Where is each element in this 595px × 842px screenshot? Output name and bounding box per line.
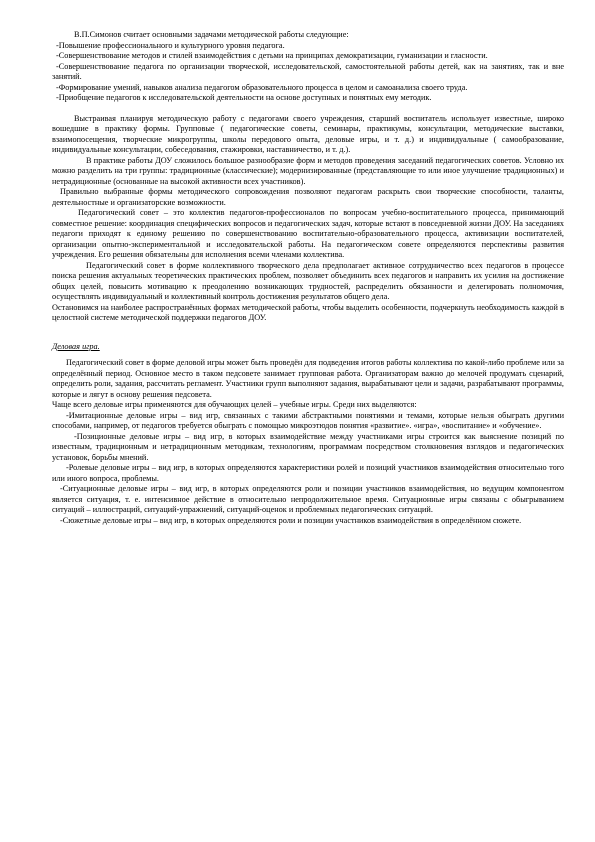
document-page — [52, 30, 564, 526]
paragraph-game-types-intro: Чаще всего деловые игры применяются для обучающих целей – учебные игры. Среди них выделяются: — [52, 400, 417, 409]
paragraph-business-game: Педагогический совет в форме деловой игры может быть проведён для подведения итогов работы коллектива по какой-либо проблеме или за определённый период. Основное место в таком педсовете занимает групповая работа. Организаторам важно до мелочей продумать сценарий, определить роли, задания, рассчитать регламент. Участники групп выполняют задания, вырабатывают цели и задачи, разрабатывают программы, которые и лягут в основу решения педсовета. — [52, 358, 564, 399]
paragraph-pedsovet-forms: В практике работы ДОУ сложилось большое разнообразие форм и методов проведения заседаний педагогических советов. Условно их можно разделить на три группы: традиционные (классические); модернизированные (представляющие то или иное улучшение традиционных) и нетрадиционные (основанные на высокой активности всех участников). — [52, 155, 564, 186]
game-type-item: -Ролевые деловые игры – вид игр, в которых определяются характеристики ролей и позиций участников взаимодействия относительно того или иного вопроса, проблемы. — [52, 463, 564, 483]
paragraph-forms: Выстраивая планируя методическую работу с педагогами своего учреждения, старший воспитатель использует известные, широко вошедшие в практику формы. Групповые ( педагогические советы, семинары, практикумы, консультации, методические выставки, взаимопосещения, творческие микрогруппы, школы передового опыта, деловые игры, и т. д.) и индивидуальные ( самообразование, индивидуальные консультации, собеседования, стажировки, наставничество, и т. д.). — [52, 113, 564, 154]
spacer — [52, 324, 564, 334]
task-item: -Повышение профессионального и культурного уровня педагога. — [56, 40, 285, 50]
paragraph-forms-summary: Остановимся на наиболее распространённых формах методической работы, чтобы выделить особенности, подчеркнуть необходимость каждой в целостной системе методической поддержки педагогов ДОУ. — [52, 302, 564, 322]
paragraph-collective-creative: Педагогический совет в форме коллективного творческого дела предполагает активное сотрудничество всех педагогов в процессе поиска решения актуальных теоретических практических проблем, позволяет объединить всех педагогов и направить их усилия на достижение общих целей, повысить мотивацию к преодолению возникающих трудностей, распределить обязанности и делегировать полномочия, осуществлять индивидуальный и коллективный контроль достижения результатов общего дела. — [52, 260, 564, 301]
paragraph-methodical-support: Правильно выбранные формы методического сопровождения позволяют педагогам раскрыть свои творческие способности, таланты, деятельностные и организаторские возможности. — [52, 187, 564, 207]
task-item: -Приобщение педагогов к исследовательской деятельности на основе доступных и понятных ему методик. — [56, 93, 432, 102]
spacer — [52, 104, 564, 114]
game-type-item: -Ситуационные деловые игры – вид игр, в которых определяются роли и позиции участников взаимодействия, но ведущим компонентом является ситуация, т. е. интенсивное действие в относительно непродолжительное время. Ситуационные игры связаны с обыгрыванием ситуаций – иллюстраций, ситуаций-упражнений, ситуаций-оценок и проблемных педагогических ситуаций. — [52, 484, 564, 514]
game-type-item: -Позиционные деловые игры – вид игр, в которых взаимодействие между участниками игры строится как выяснение позиций по известным, традиционным и нетрадиционным методикам, технологиям, программам посредством столкновения взглядов и педагогических установок, борьбы мнений. — [52, 431, 564, 462]
intro-line: В.П.Симонов считает основными задачами методической работы следующие: — [74, 30, 349, 39]
game-type-item: -Сюжетные деловые игры – вид игр, в которых определяются роли и позиции участников взаимодействия в определённом сюжете. — [60, 515, 522, 525]
task-item: -Совершенствование педагога по организации творческой, исследовательской, самостоятельной работы детей, как на занятиях, так и вне занятий. — [52, 61, 564, 81]
task-item: -Совершенствование методов и стилей взаимодействия с детьми на принципах демократизации, гуманизации и гласности. — [56, 51, 488, 60]
task-item: -Формирование умений, навыков анализа педагогом образовательного процесса в целом и самоанализа своего труда. — [56, 82, 468, 92]
paragraph-pedsovet-definition: Педагогический совет – это коллектив педагогов-профессионалов по вопросам учебно-воспитательного процесса, принимающий совместное решение: координация специфических вопросов и педагогических задач, которые встают в повседневной жизни ДОУ. На заседаниях педагоги приходят к единому решению по совершенствованию воспитательно-образовательного процесса, активизации воспитателей, организации опытно-экспериментальной и исследовательской работы. На педагогическом совете определяются перспективы развития учреждения. Его решения обязательны для исполнения всеми членами коллектива. — [52, 208, 564, 259]
section-heading-business-game: Деловая игра. — [52, 341, 100, 351]
game-type-item: -Имитационные деловые игры – вид игр, связанных с такими абстрактными понятиями и темами, которые нельзя обыграть другими способами, например, от педагогов требуется обыграть с помощью микроэтюдов понятия «развитие». «игра», «воспитание» и «обучение». — [52, 410, 564, 430]
